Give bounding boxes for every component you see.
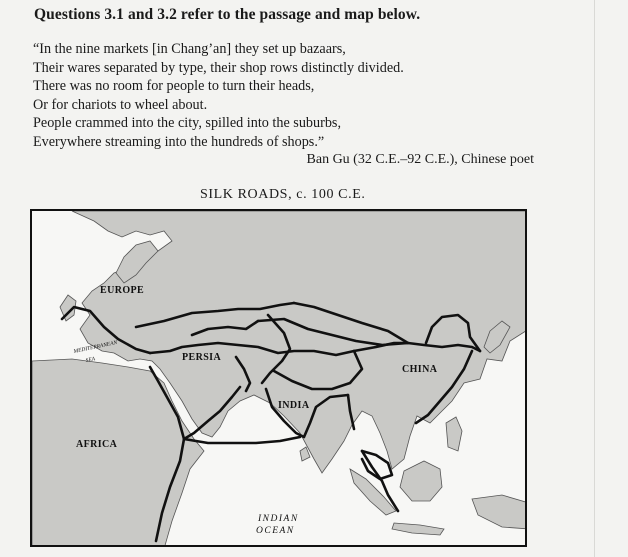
page-edge bbox=[594, 0, 595, 557]
poem-line: People crammed into the city, spilled into the suburbs, bbox=[33, 115, 341, 132]
poem-line: “In the nine markets [in Chang’an] they set up bazaars, bbox=[33, 41, 346, 57]
label-indian: INDIAN bbox=[258, 514, 299, 524]
label-ocean: OCEAN bbox=[256, 526, 295, 536]
poem-attribution: Ban Gu (32 C.E.–92 C.E.), Chinese poet bbox=[306, 152, 534, 167]
label-europe: EUROPE bbox=[100, 285, 145, 296]
poem-line: Everywhere streaming into the hundreds of shops.” bbox=[33, 133, 325, 150]
label-china: CHINA bbox=[402, 364, 438, 375]
label-mediterranean: MEDITERRANEAN bbox=[73, 339, 118, 355]
map-graphic bbox=[32, 211, 527, 547]
poem-line: Or for chariots to wheel about. bbox=[33, 96, 208, 113]
map-title: SILK ROADS, c. 100 C.E. bbox=[200, 187, 366, 202]
label-persia: PERSIA bbox=[182, 352, 222, 363]
label-sea: SEA bbox=[85, 356, 96, 364]
poem-passage bbox=[33, 40, 553, 152]
question-heading: Questions 3.1 and 3.2 refer to the passage and map below. bbox=[34, 6, 421, 23]
poem-line: There was no room for people to turn their heads, bbox=[33, 78, 315, 95]
label-africa: AFRICA bbox=[76, 439, 118, 450]
silk-roads-map bbox=[30, 209, 527, 547]
poem-line: Their wares separated by type, their shop rows distinctly divided. bbox=[33, 59, 404, 76]
label-india: INDIA bbox=[278, 400, 310, 411]
